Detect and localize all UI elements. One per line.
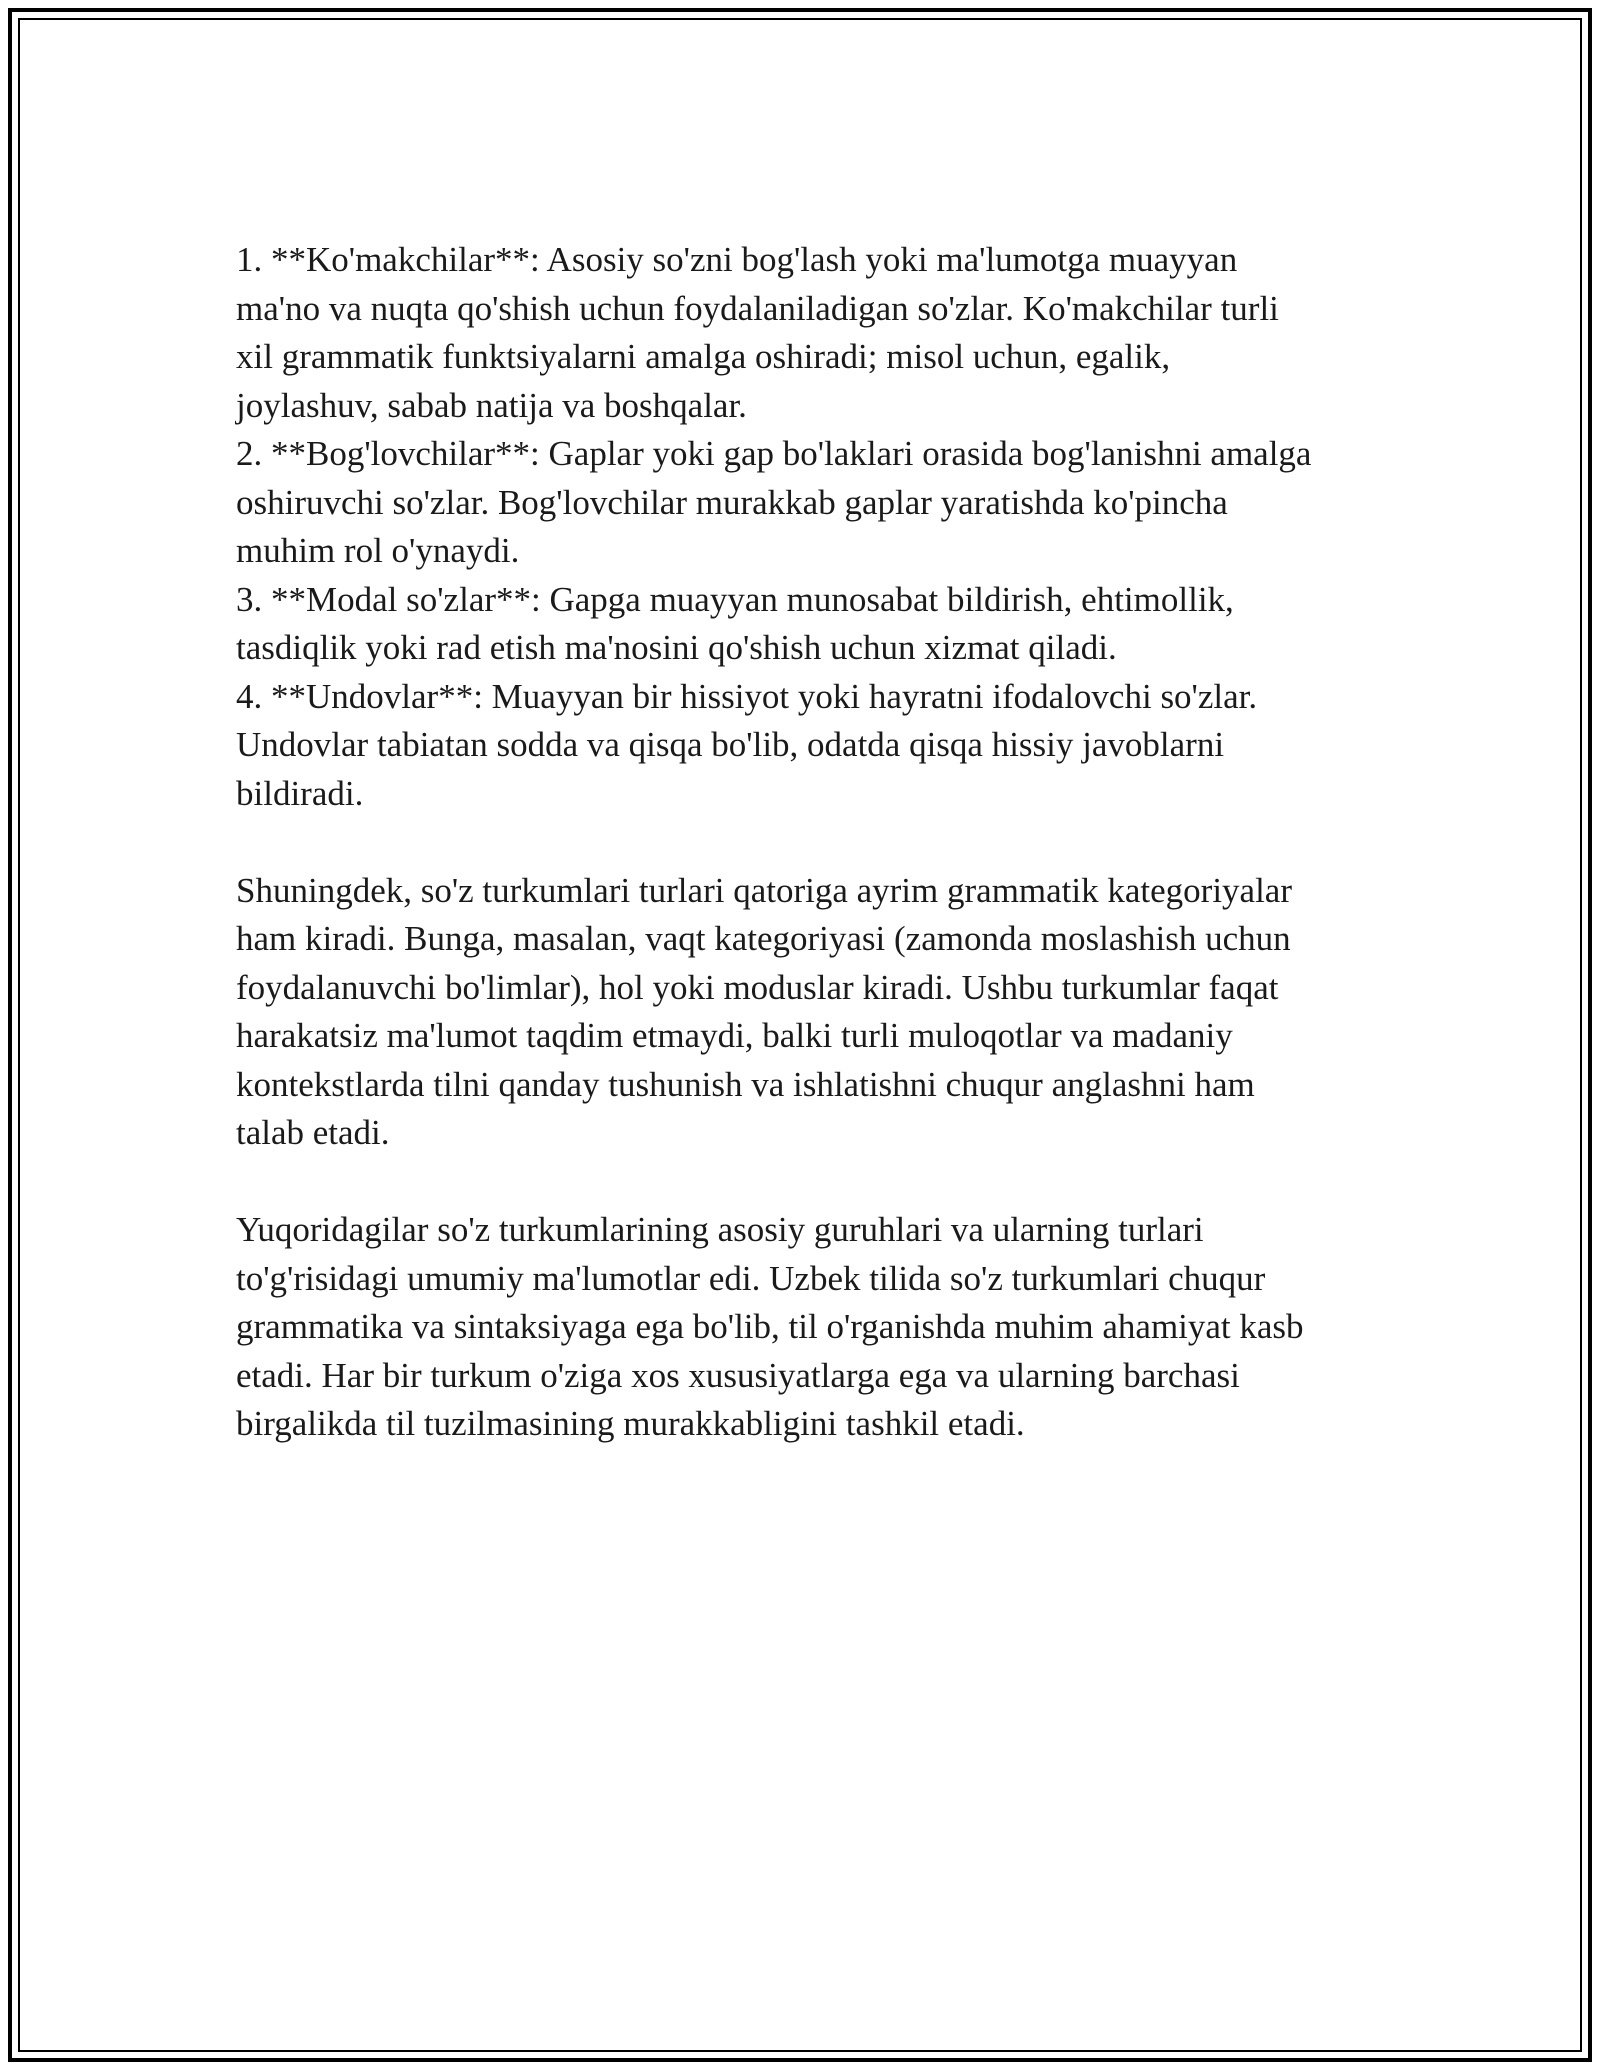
text-line: bildiradi.: [236, 773, 364, 813]
list-item-komakchilar: [236, 236, 1396, 430]
text-line: xil grammatik funktsiyalarni amalga oshiradi; misol uchun, egalik,: [236, 337, 1171, 376]
text-line: oshiruvchi so'zlar. Bog'lovchilar murakkab gaplar yaratishda ko'pincha: [236, 482, 1228, 522]
text-line: foydalanuvchi bo'limlar), hol yoki moduslar kiradi. Ushbu turkumlar faqat: [236, 967, 1279, 1007]
text-line: harakatsiz ma'lumot taqdim etmaydi, balki turli muloqotlar va madaniy: [236, 1016, 1233, 1055]
list-item-undovlar: [236, 673, 1396, 819]
text-line: Undovlar tabiatan sodda va qisqa bo'lib, odatda qisqa hissiy javoblarni: [236, 725, 1225, 764]
text-line: grammatika va sintaksiyaga ega bo'lib, til o'rganishda muhim ahamiyat kasb: [236, 1307, 1304, 1346]
text-line: Shuningdek, so'z turkumlari turlari qatoriga ayrim grammatik kategoriyalar: [236, 870, 1292, 910]
document-body: [236, 236, 1396, 1449]
text-line: to'g'risidagi umumiy ma'lumotlar edi. Uzbek tilida so'z turkumlari chuqur: [236, 1258, 1266, 1298]
text-line: muhim rol o'ynaydi.: [236, 531, 520, 570]
text-line: ma'no va nuqta qo'shish uchun foydalaniladigan so'zlar. Ko'makchilar turli: [236, 288, 1279, 328]
text-line: kontekstlarda tilni qanday tushunish va ishlatishni chuqur anglashni ham: [236, 1064, 1255, 1104]
text-line: ham kiradi. Bunga, masalan, vaqt kategoriyasi (zamonda moslashish uchun: [236, 919, 1291, 958]
list-item-boglovchilar: [236, 430, 1396, 576]
text-line: tasdiqlik yoki rad etish ma'nosini qo'shish uchun xizmat qiladi.: [236, 628, 1117, 667]
text-line: 1. **Ko'makchilar**: Asosiy so'zni bog'lash yoki ma'lumotga muayyan: [236, 240, 1238, 279]
paragraph-summary: [236, 1206, 1396, 1449]
text-line: Yuqoridagilar so'z turkumlarining asosiy guruhlari va ularning turlari: [236, 1210, 1204, 1249]
list-item-modal-sozlar: [236, 576, 1396, 673]
text-line: 2. **Bog'lovchilar**: Gaplar yoki gap bo'laklari orasida bog'lanishni amalga: [236, 434, 1312, 473]
text-line: joylashuv, sabab natija va boshqalar.: [236, 385, 747, 425]
text-line: 4. **Undovlar**: Muayyan bir hissiyot yoki hayratni ifodalovchi so'zlar.: [236, 676, 1258, 716]
paragraph-spacer: [236, 818, 1396, 867]
text-line: etadi. Har bir turkum o'ziga xos xususiyatlarga ega va ularning barchasi: [236, 1355, 1240, 1395]
text-line: 3. **Modal so'zlar**: Gapga muayyan munosabat bildirish, ehtimollik,: [236, 579, 1234, 619]
text-line: talab etadi.: [236, 1113, 390, 1152]
text-line: birgalikda til tuzilmasining murakkabligini tashkil etadi.: [236, 1404, 1025, 1443]
paragraph-grammatical-categories: [236, 867, 1396, 1158]
paragraph-spacer: [236, 1158, 1396, 1207]
